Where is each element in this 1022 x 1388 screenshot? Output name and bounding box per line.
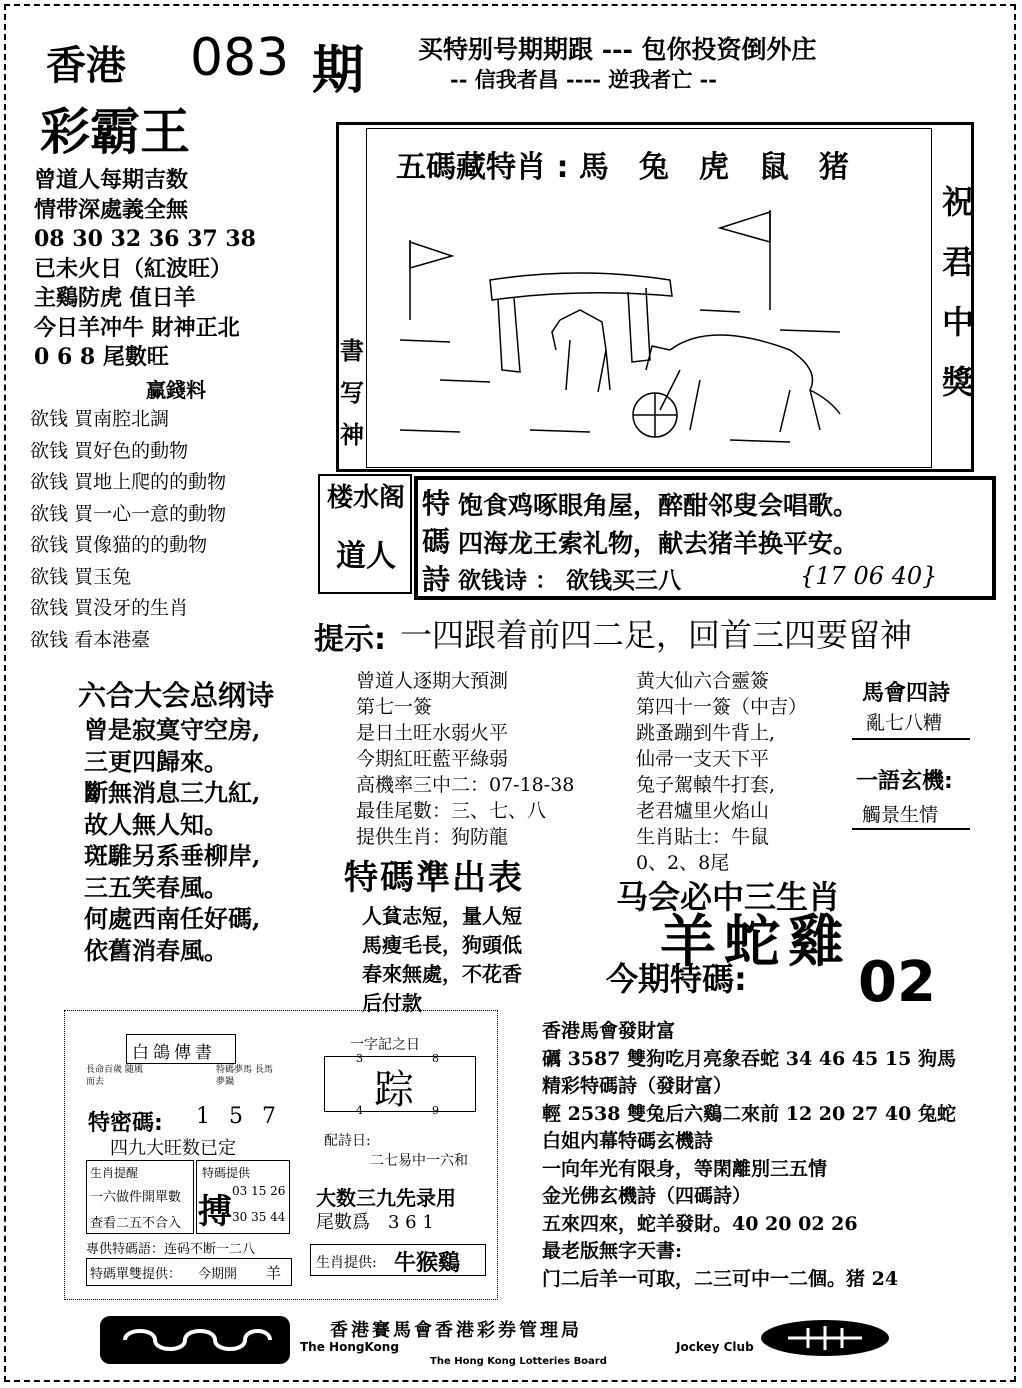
dream-1: 今期開 [198, 1267, 238, 1282]
provide-label: 特碼提供 [202, 1166, 251, 1180]
poem-label: 配詩日: [324, 1133, 371, 1149]
horse-poem-text: 亂七八糟 [866, 712, 943, 734]
hkjc-logo-left [100, 1316, 290, 1364]
win-item: 欲钱 買像猫的的動物 [30, 534, 208, 556]
one-word-underline [852, 828, 970, 830]
hk-publish-line: 白姐内幕特碼玄機詩 [542, 1130, 714, 1152]
prediction-line: 第七一簽 [356, 696, 433, 718]
secret-code: 1 5 7 [196, 1104, 282, 1129]
horse-poem-underline [852, 738, 970, 740]
general-poem-line: 故人無人知。 [84, 809, 228, 839]
general-poem-lines [84, 714, 260, 966]
hk-publish [542, 1018, 956, 1293]
general-poem-line: 斷無消息三九紅, [84, 778, 261, 807]
must-win-animals: 羊蛇雞 [660, 910, 852, 975]
info-line: 08 30 32 36 37 38 [34, 226, 256, 252]
hk-publish-line: 香港馬會發財富 [542, 1020, 676, 1042]
stone-leg-left [498, 298, 520, 372]
huang-line: 老君爐里火焰山 [636, 800, 770, 822]
win-item: 欲钱 買好色的動物 [30, 439, 189, 462]
poem-label-1: 特 [422, 487, 451, 520]
poem-line-2: 四海龙王索礼物，献去猪羊换平安。 [458, 529, 859, 558]
info-line: 已未火日（紅波旺） [34, 255, 233, 282]
win-list [30, 404, 226, 656]
win-item: 欲钱 買一心一意的動物 [30, 502, 227, 525]
win-title: 赢錢料 [146, 378, 206, 402]
one-char-n2: 8 [432, 1052, 439, 1065]
issue-suffix: 期 [312, 41, 365, 101]
huang-line: 仙帚一支天下平 [636, 748, 770, 770]
ground-lines [400, 310, 840, 442]
brand-bottom: 彩霸王 [40, 103, 190, 161]
prediction [356, 668, 574, 850]
one-char-n3: 4 [356, 1104, 363, 1117]
prediction-line: 今期紅旺藍平綠弱 [356, 748, 509, 770]
hint-text: 一四跟着前四二足，回首三四要留神 [400, 616, 913, 654]
win-item: 欲钱 買没牙的生肖 [30, 597, 189, 619]
white-pigeon-title: 白鴿傳書 [132, 1043, 216, 1063]
slogan-1: 买特别号期期跟 --- 包你投资倒外庄 [418, 35, 817, 64]
zodiac-line-2: 查看二五不合入 [90, 1216, 182, 1231]
one-char-title: 一字記之日 [350, 1037, 420, 1053]
poem-text: 二七易中一六和 [370, 1153, 468, 1169]
hk-publish-line: 精彩特碼詩（發財富） [542, 1075, 733, 1097]
prediction-line: 提供生肖：狗防龍 [356, 826, 509, 848]
zebra-small [552, 310, 610, 392]
info-line: 曾道人每期吉数 [34, 167, 189, 193]
general-poem-line: 曾是寂寞守空房, [84, 715, 261, 744]
special-line: 人貧志短，量人短 [362, 904, 522, 928]
huang-line: 第四十一簽（中吉） [636, 696, 808, 718]
one-word-title: 一語玄機: [856, 769, 953, 794]
must-win-title: 马会必中三生肖 [616, 878, 841, 916]
special-code-number: 02 [858, 950, 936, 1015]
general-poem-line: 依舊消春風。 [84, 935, 228, 965]
huang-line: 0、2、8尾 [636, 852, 730, 874]
zebra-illustration [380, 200, 860, 460]
hk-publish-line: 金光佛玄機詩（四碼詩） [542, 1185, 752, 1207]
win-item: 欲钱 買南腔北調 [30, 408, 170, 430]
poem-line-1: 饱食鸡啄眼角屋，醉酣邻叟会唱歌。 [458, 491, 859, 520]
one-char-n4: 9 [432, 1104, 439, 1117]
white-pigeon-left-note: 長命百歲 随風而去 [86, 1065, 143, 1087]
general-poem-line: 何處西南任好碼, [84, 904, 261, 933]
hk-publish-line: 輕 2538 雙兔后六鷄二來前 12 20 27 40 兔蛇 [542, 1102, 956, 1125]
special-line: 春來無處，不花香 [362, 962, 522, 986]
info-line: 今日羊冲牛 財神正北 [34, 314, 240, 341]
special-line: 馬瘦毛長，狗頭低 [362, 933, 522, 957]
prediction-line: 是日土旺水弱火平 [356, 722, 509, 744]
hint-label: 提示: [314, 622, 386, 657]
provide-nums-2: 30 35 44 [232, 1210, 286, 1224]
poem-label-2: 碼 [422, 525, 451, 558]
special-line: 后付款 [362, 991, 422, 1015]
win-item: 欲钱 買玉兔 [30, 565, 132, 588]
poem-line-3: 欲钱诗 ： 欲钱买三八 [458, 568, 682, 594]
stone-leg-right [628, 288, 650, 362]
zodiac-provide-label: 生肖提供: [316, 1255, 377, 1271]
huang-line: 黄大仙六合靈簽 [636, 670, 770, 692]
stone-slab [490, 273, 672, 300]
brand-top: 香港 [46, 43, 126, 89]
stamp-top: 楼水阁 [326, 483, 405, 513]
hidden-zodiac-title: 五碼藏特肖 : 馬 兔 虎 鼠 猪 [396, 150, 849, 185]
flag-left [410, 242, 452, 268]
general-poem-line: 斑騅另系垂柳岸, [84, 841, 261, 870]
poem-label-3: 詩 [422, 563, 451, 596]
god-writer-vertical: 書写神 [340, 337, 364, 449]
zodiac-label: 生肖提醒 [90, 1166, 139, 1180]
horse-poem-title: 馬會四詩 [862, 681, 951, 706]
hk-publish-line: 最老版無字天書: [542, 1240, 683, 1262]
dream-label: 特碼單雙提供： [90, 1267, 182, 1282]
issue-number: 083 [190, 28, 290, 88]
prediction-line: 最佳尾數：三、七、八 [356, 800, 547, 822]
general-poem-line: 三更四歸來。 [84, 746, 228, 776]
info-line: 0 6 8 尾數旺 [34, 344, 169, 370]
footer-en-left: The HongKong [300, 1340, 399, 1354]
one-word-text: 觸景生情 [862, 804, 939, 826]
zodiac-provide-animals: 牛猴鷄 [394, 1251, 461, 1276]
flag-right [720, 212, 770, 242]
huang-oracle [636, 668, 807, 876]
hk-publish-line: 一向年光有限身，等閑離別三五情 [542, 1157, 828, 1180]
secret-code-sub: 四九大旺数已定 [110, 1138, 236, 1159]
big-number-label: 大数三九先录用 [316, 1186, 456, 1210]
special-table-lines [362, 902, 522, 1018]
prediction-line: 曾道人逐期大預測 [356, 670, 509, 692]
win-item: 欲钱 看本港臺 [30, 628, 151, 651]
hk-publish-line: 五來四來，蛇羊發財。40 20 02 26 [542, 1212, 858, 1235]
special-code-label: 今期特碼: [606, 960, 747, 998]
zebra-large [646, 335, 820, 432]
big-char-bo: 搏 [198, 1192, 232, 1232]
dream-2: 羊 [266, 1264, 282, 1282]
win-item: 欲钱 買地上爬的的動物 [30, 471, 227, 493]
one-char-big: 踪 [374, 1067, 414, 1113]
info-line: 情带深處義全無 [34, 196, 189, 223]
huang-line: 跳蚤蹦到牛背上, [636, 722, 776, 744]
tail-numbers: 尾數爲 3 6 1 [316, 1212, 434, 1233]
special-phrase: 專供特碼語：连码不断一二八 [86, 1242, 256, 1257]
secret-code-label: 特密碼: [88, 1111, 163, 1136]
general-poem-line: 三五笑春風。 [84, 872, 228, 902]
provide-nums-1: 03 15 26 [232, 1184, 286, 1198]
info-line: 主鷄防虎 值日羊 [34, 285, 196, 311]
footer-sub: The Hong Kong Lotteries Board [430, 1356, 607, 1367]
white-pigeon-right-note: 特碼夢馬 長馬夢鍋 [216, 1065, 273, 1087]
one-char-n1: 3 [356, 1052, 363, 1065]
slogan-2: -- 信我者昌 ---- 逆我者亡 -- [450, 67, 717, 92]
huang-line: 生肖貼士：牛鼠 [636, 826, 770, 848]
general-poem-title: 六合大会总纲诗 [78, 679, 275, 712]
hk-publish-line: 门二后羊一可取，二三可中一二個。猪 24 [542, 1267, 899, 1290]
footer-en-right: Jockey Club [676, 1340, 754, 1354]
good-luck-vertical: 祝君中獎 [941, 183, 974, 401]
zodiac-line-1: 一六做件開單數 [90, 1190, 182, 1205]
left-info [34, 166, 256, 373]
prediction-line: 高機率三中二：07-18-38 [356, 774, 575, 796]
hk-publish-line: 礪 3587 雙狗吃月亮象吞蛇 34 46 45 15 狗馬 [542, 1047, 956, 1070]
footer-chinese: 香港賽馬會香港彩券管理局 [330, 1320, 582, 1341]
hkjc-logo-right [758, 1318, 892, 1358]
stamp-bottom: 道人 [336, 539, 396, 574]
poem-numbers: {17 06 40} [800, 562, 938, 590]
huang-line: 兔子駕轅牛打套, [636, 774, 776, 796]
special-table-title: 特碼準出表 [344, 858, 524, 898]
